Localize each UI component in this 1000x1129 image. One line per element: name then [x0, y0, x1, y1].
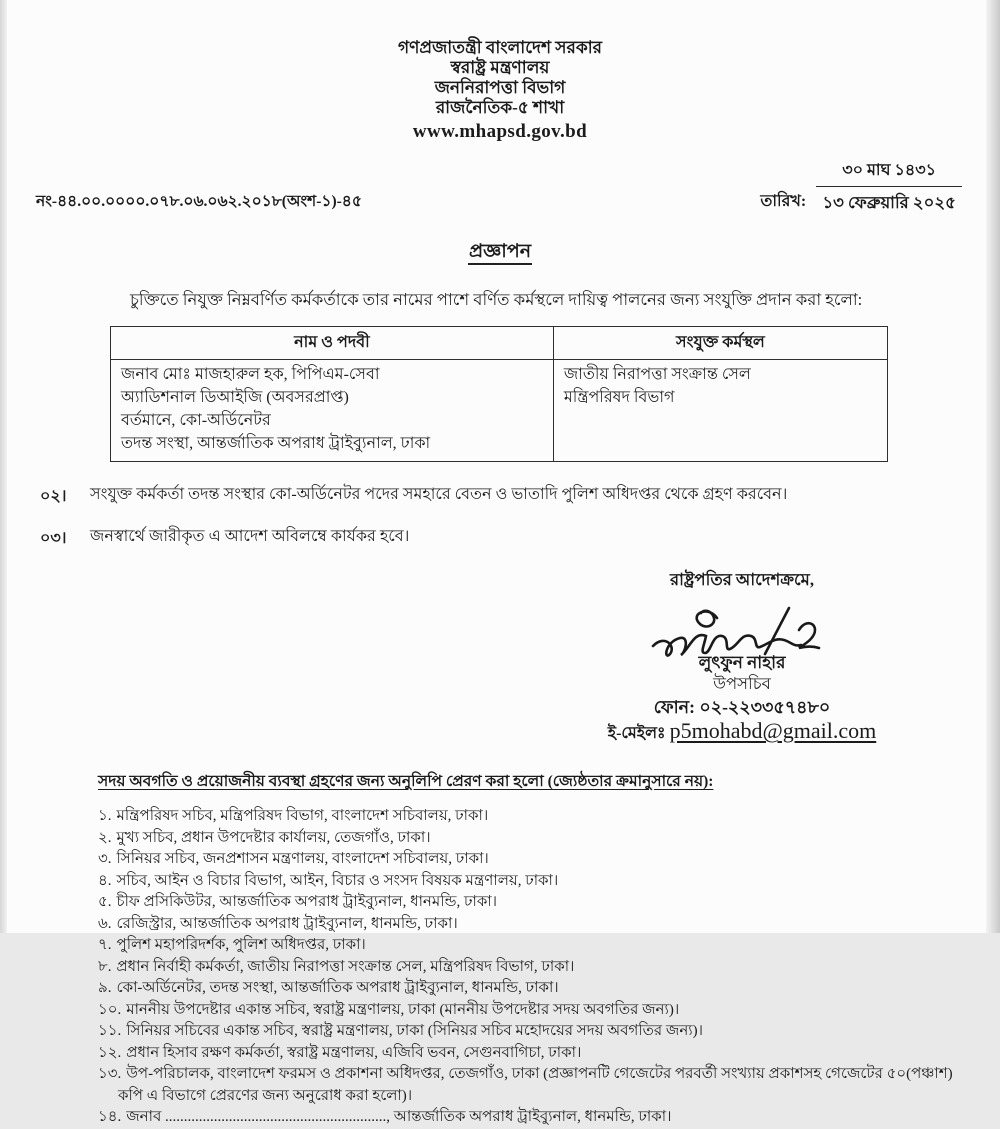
date-label: তারিখ:: [760, 193, 807, 210]
distribution-item-text: মাননীয় উপদেষ্টার একান্ত সচিব, স্বরাষ্ট্র মন্ত্রণালয়, ঢাকা (মাননীয় উপদেষ্টার সদয় অবগতির জন্য)।: [126, 1001, 680, 1018]
distribution-item: [98, 871, 960, 893]
distribution-item: [98, 914, 960, 936]
memo-number: নং-৪৪.০০.০০০০.০৭৮.০৬.০৬২.২০১৮(অংশ-১)-৪৫: [36, 193, 362, 210]
distribution-list: [98, 806, 960, 1129]
signature-block: [532, 567, 952, 747]
by-order-text: রাষ্ট্রপতির আদেশক্রমে,: [670, 570, 814, 589]
distribution-item-text: কো-অর্ডিনেটর, তদন্ত সংস্থা, আন্তর্জাতিক অপরাধ ট্রাইব্যুনাল, ধানমন্ডি, ঢাকা।: [116, 980, 559, 996]
website-link[interactable]: www.mhapsd.gov.bd: [412, 121, 588, 142]
distribution-item-text: প্রধান নির্বাহী কর্মকর্তা, জাতীয় নিরাপত্তা সংক্রান্ত সেল, মন্ত্রিপরিষদ বিভাগ, ঢাকা।: [116, 958, 575, 975]
distribution-heading: সদয় অবগতি ও প্রয়োজনীয় ব্যবস্থা গ্রহণের জন্য অনুলিপি প্রেরণ করা হলো (জ্যেষ্ঠতার ক্রমানুসারে নয়):: [98, 773, 714, 790]
col-header-name: নাম ও পদবী: [111, 327, 554, 360]
memo-row: [36, 157, 962, 217]
email-row: [532, 718, 952, 747]
distribution-item: [98, 806, 960, 828]
clause-number: ০৩।: [40, 530, 67, 547]
distribution-item-number: ৩.: [98, 851, 112, 867]
distribution-item: [98, 892, 960, 914]
distribution-item-text: পুলিশ মহাপরিদর্শক, পুলিশ অধিদপ্তর, ঢাকা।: [116, 937, 366, 953]
clause-text: জনস্বার্থে জারীকৃত এ আদেশ অবিলম্বে কার্যকর হবে।: [90, 528, 410, 545]
signatory-name: লুৎফুন নাহার: [698, 653, 786, 672]
clause-text: সংযুক্ত কর্মকর্তা তদন্ত সংস্থার কো-অর্ডিনেটর পদের সমহারে বেতন ও ভাতাদি পুলিশ অধিদপ্তর থেকে গ্রহণ করবেন।: [90, 486, 788, 503]
distribution-item: [98, 1043, 960, 1065]
distribution-item-text: সিনিয়র সচিবের একান্ত সচিব, স্বরাষ্ট্র মন্ত্রণালয়, ঢাকা (সিনিয়র সচিব মহোদয়ের সদয় অবগতির জন্য)।: [126, 1023, 703, 1039]
distribution-item-number: ১.: [98, 808, 112, 824]
email-link[interactable]: p5mohabd@gmail.com: [669, 718, 877, 743]
distribution-item-number: ৫.: [98, 894, 112, 910]
email-label: ই-মেইলঃ: [607, 725, 666, 742]
distribution-item-text: চীফ প্রসিকিউটর, আন্তর্জাতিক অপরাধ ট্রাইব্যুনাল, ধানমন্ডি, ঢাকা।: [116, 894, 498, 910]
distribution-item-text: মুখ্য সচিব, প্রধান উপদেষ্টার কার্যালয়, তেজগাঁও, ঢাকা।: [116, 829, 431, 846]
clauses: [0, 483, 1000, 552]
date-gregorian: ১৩ ফেব্রুয়ারি ২০২৫: [822, 193, 956, 212]
letterhead-line: গণপ্রজাতন্ত্রী বাংলাদেশ সরকার: [397, 38, 603, 57]
distribution-item-number: ৬.: [98, 915, 112, 932]
officer-detail-line: জনাব মোঃ মাজহারুল হক, পিপিএম-সেবা: [121, 366, 380, 383]
page-title-text: প্রজ্ঞাপন: [468, 241, 532, 265]
distribution-item: [98, 935, 960, 957]
officer-detail-line: তদন্ত সংস্থা, আন্তর্জাতিক অপরাধ ট্রাইব্যুনাল, ঢাকা: [121, 435, 431, 452]
officer-details-cell: [111, 360, 554, 462]
distribution-item-text: জনাব ..........................................................., আন্তর্জাতিক অপরাধ ট্রাইব্যুনাল, ধানমন্ডি, ঢাকা।: [126, 1109, 672, 1125]
distribution-item: [98, 1107, 960, 1129]
distribution-item-number: ১৪.: [98, 1109, 122, 1125]
officer-detail-line: বর্তমানে, কো-অর্ডিনেটর: [121, 412, 271, 429]
distribution-item: [98, 1064, 960, 1107]
distribution-item-text: উপ-পরিচালক, বাংলাদেশ ফরমস ও প্রকাশনা অধিদপ্তর, তেজগাঁও, ঢাকা (প্রজ্ঞাপনটি গেজেটের পরবর্তী সংখ্যায় প্রকাশসহ গেজেটের ৫০(পঞ্চাশ) কপি এ বিভাগে প্রেরণের জন্য অনুরোধ করা হলো)।: [118, 1066, 953, 1104]
station-line: মন্ত্রিপরিষদ বিভাগ: [563, 389, 675, 406]
attachment-station-cell: [553, 360, 887, 462]
letterhead-line: স্বরাষ্ট্র মন্ত্রণালয়: [450, 58, 550, 77]
distribution-item-number: ২.: [98, 829, 112, 846]
table-row: [111, 360, 888, 462]
distribution-item-text: প্রধান হিসাব রক্ষণ কর্মকর্তা, স্বরাষ্ট্র মন্ত্রণালয়, এজিবি ভবন, সেগুনবাগিচা, ঢাকা।: [126, 1044, 582, 1061]
intro-paragraph: চুক্তিতে নিযুক্ত নিম্নবর্ণিত কর্মকর্তাকে তার নামের পাশে বর্ণিত কর্মস্থলে দায়িত্ব পালনের জন্য সংযুক্তি প্রদান করা হলো:: [130, 290, 863, 309]
distribution-section: [98, 769, 960, 1129]
date-stack: [816, 157, 962, 217]
letterhead-line: জননিরাপত্তা বিভাগ: [434, 78, 566, 97]
distribution-item-text: সচিব, আইন ও বিচার বিভাগ, আইন, বিচার ও সংসদ বিষয়ক মন্ত্রণালয়, ঢাকা।: [116, 872, 559, 889]
signatory-designation: উপসচিব: [713, 674, 771, 693]
posting-table: [110, 326, 888, 462]
signatory-phone: ফোন: ০২-২২৩৩৫৭৪৮০: [653, 697, 831, 717]
distribution-item-text: মন্ত্রিপরিষদ সচিব, মন্ত্রিপরিষদ বিভাগ, বাংলাদেশ সচিবালয়, ঢাকা।: [116, 808, 489, 824]
station-line: জাতীয় নিরাপত্তা সংক্রান্ত সেল: [563, 366, 751, 383]
letterhead-line: রাজনৈতিক-৫ শাখা: [435, 98, 565, 117]
distribution-item-text: রেজিস্ট্রার, আন্তর্জাতিক অপরাধ ট্রাইব্যুনাল, ধানমন্ডি, ঢাকা।: [116, 915, 458, 932]
distribution-item-number: ৭.: [98, 937, 112, 953]
letterhead: [0, 0, 1000, 143]
distribution-item-text: সিনিয়র সচিব, জনপ্রশাসন মন্ত্রণালয়, বাংলাদেশ সচিবালয়, ঢাকা।: [116, 851, 489, 867]
distribution-item: [98, 828, 960, 850]
distribution-item-number: ৪.: [98, 872, 112, 889]
distribution-item: [98, 1021, 960, 1043]
distribution-item-number: ৯.: [98, 980, 112, 996]
distribution-item-number: ১০.: [98, 1001, 122, 1018]
distribution-item: [98, 849, 960, 871]
distribution-item: [98, 1000, 960, 1022]
distribution-item-number: ১১.: [98, 1023, 122, 1039]
distribution-item: [98, 957, 960, 979]
clause-row: [40, 525, 960, 552]
page-title: [0, 237, 1000, 269]
date-block: [760, 157, 962, 217]
distribution-item-number: ১৩.: [98, 1066, 122, 1082]
date-bangla: ৩০ মাঘ ১৪৩১: [816, 157, 962, 187]
distribution-item-number: ১২.: [98, 1044, 122, 1061]
officer-detail-line: অ্যাডিশনাল ডিআইজি (অবসরপ্রাপ্ত): [121, 389, 349, 406]
clause-number: ০২।: [40, 488, 67, 505]
distribution-item-number: ৮.: [98, 958, 112, 975]
table-header-row: [111, 327, 888, 360]
clause-row: [40, 483, 960, 510]
col-header-station: সংযুক্ত কর্মস্থল: [553, 327, 887, 360]
distribution-item: [98, 978, 960, 1000]
